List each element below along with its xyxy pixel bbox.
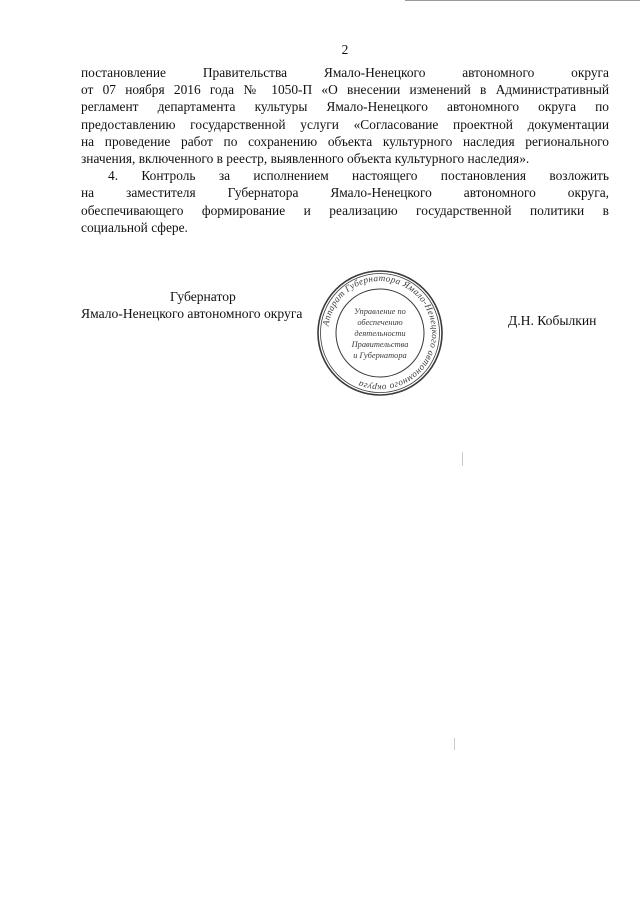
body-line-5: на проведение работ по сохранению объекта культурного наследия регионального	[81, 133, 609, 149]
body-line-8: на заместителя Губернатора Ямало-Ненецкого автономного округа,	[81, 185, 609, 201]
document-body	[81, 64, 609, 236]
body-line-6: значения, включенного в реестр, выявленного объекта культурного наследия».	[81, 151, 530, 167]
page-number: 2	[341, 42, 349, 57]
scan-artifact-mark	[454, 738, 455, 750]
seal-center-line-1: Управление по	[354, 307, 406, 316]
body-line-4: предоставлению государственной услуги «Согласование проектной документации	[81, 116, 609, 132]
seal-center-line-5: и Губернатора	[353, 351, 407, 360]
seal-ring-text: Аппарат Губернатора Ямало-Ненецкого автономного округа	[320, 272, 441, 394]
official-seal-stamp	[316, 269, 444, 397]
body-line-7: 4. Контроль за исполнением настоящего постановления возложить	[108, 168, 609, 184]
body-line-10: социальной сфере.	[81, 219, 188, 235]
seal-center-line-3: деятельности	[354, 329, 406, 338]
body-line-3: регламент департамента культуры Ямало-Ненецкого автономного округа по	[81, 99, 609, 115]
body-line-2: от 07 ноября 2016 года № 1050-П «О внесении изменений в Административный	[81, 82, 609, 98]
signature-name: Д.Н. Кобылкин	[508, 313, 597, 328]
scan-artifact-mark	[462, 452, 463, 466]
signature-title-governor: Губернатор	[170, 289, 236, 304]
header-rule	[405, 0, 640, 1]
signature-title-region: Ямало-Ненецкого автономного округа	[81, 306, 303, 321]
body-line-9: обеспечивающего формирование и реализацию государственной политики в	[81, 202, 609, 218]
seal-center-line-4: Правительства	[351, 340, 409, 349]
seal-center-line-2: обеспечению	[357, 318, 403, 327]
body-line-1: постановление Правительства Ямало-Ненецкого автономного округа	[81, 65, 609, 80]
